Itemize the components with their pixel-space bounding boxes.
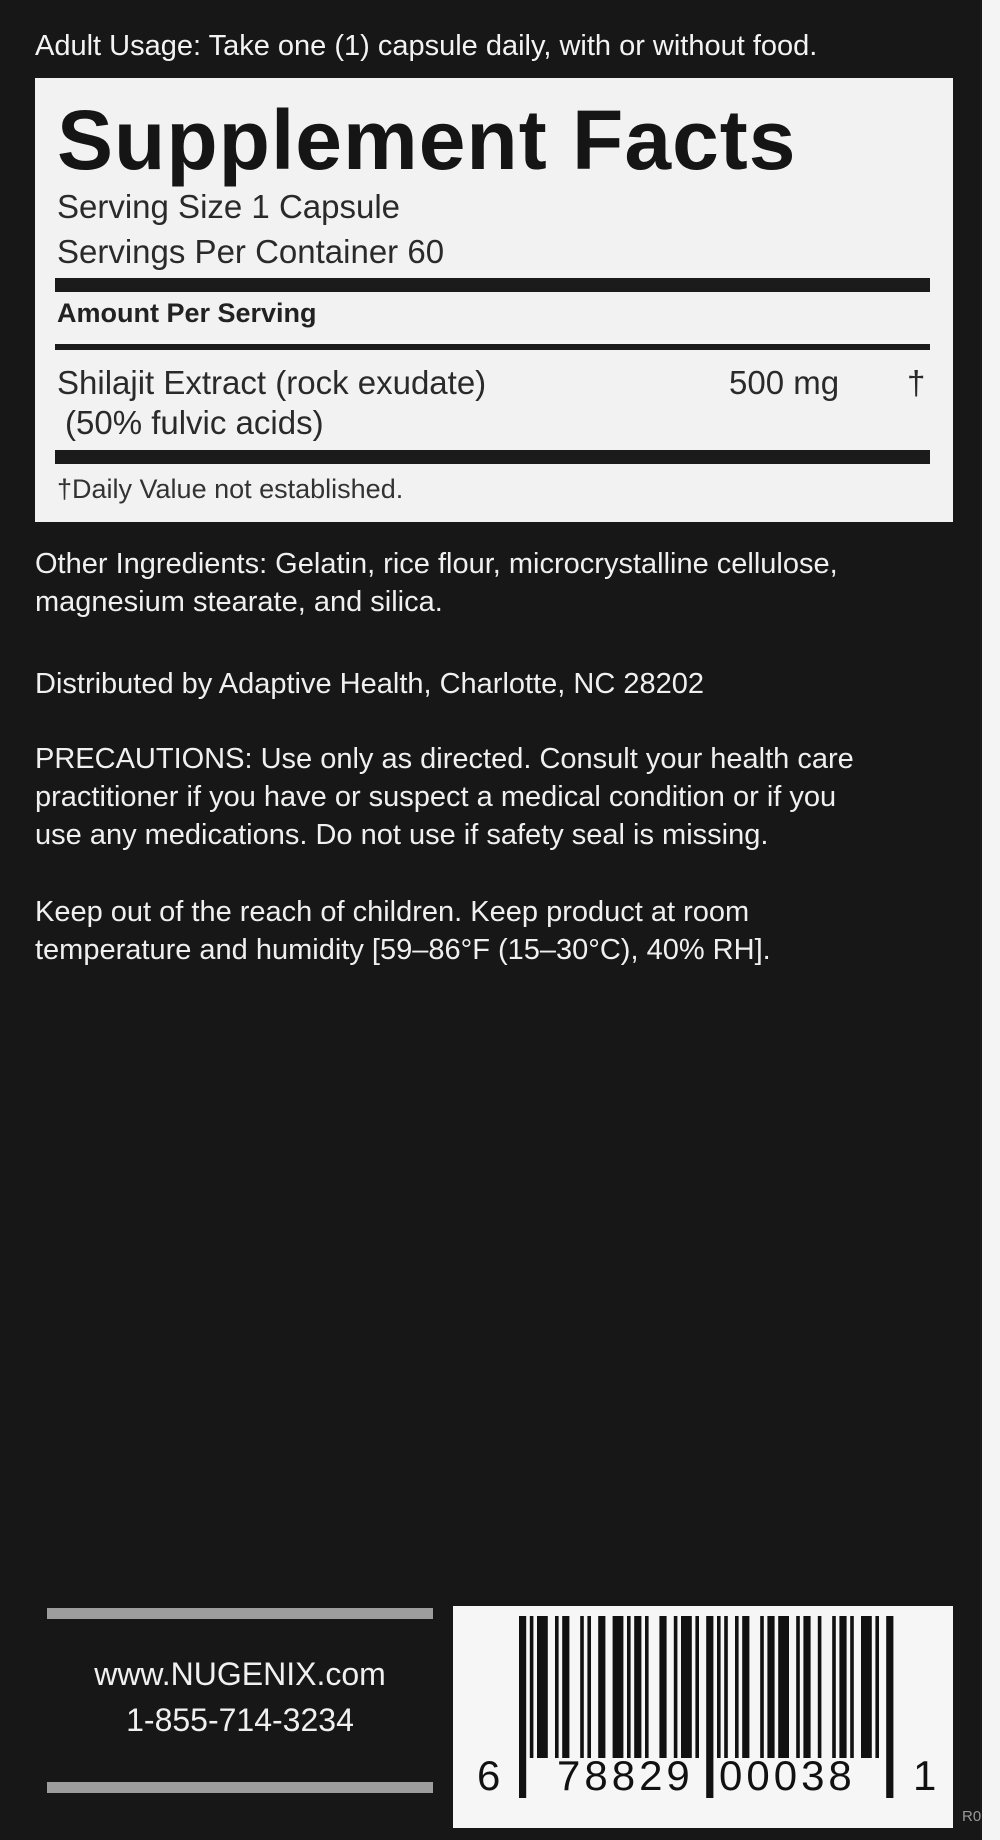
precautions-line: practitioner if you have or suspect a medical condition or if you <box>35 781 837 813</box>
other-ingredients <box>35 545 955 621</box>
barcode-bar <box>645 1616 649 1758</box>
supplement-facts-title: Supplement Facts <box>57 93 797 187</box>
barcode-bar <box>580 1616 584 1758</box>
barcode-bar <box>742 1616 749 1758</box>
website-link[interactable]: www.NUGENIX.com <box>94 1656 386 1692</box>
barcode-bar <box>778 1616 789 1758</box>
barcode-bar <box>537 1616 548 1758</box>
barcode-bar <box>674 1616 678 1758</box>
contact-divider-top <box>47 1608 433 1619</box>
barcode-bar <box>587 1616 591 1758</box>
barcode-bar <box>760 1616 764 1758</box>
barcode-bar <box>706 1616 713 1798</box>
barcode-bar <box>555 1616 559 1758</box>
distributed-by: Distributed by Adaptive Health, Charlotte, NC 28202 <box>35 668 704 700</box>
other-ingredients-line: Other Ingredients: Gelatin, rice flour, microcrystalline cellulose, <box>35 548 838 580</box>
barcode-bar <box>681 1616 692 1758</box>
barcode-first-digit: 6 <box>477 1752 501 1799</box>
storage-line: Keep out of the reach of children. Keep product at room <box>35 896 750 928</box>
barcode-bar <box>839 1616 846 1758</box>
barcode-bar <box>598 1616 605 1758</box>
precautions-line: use any medications. Do not use if safety seal is missing. <box>35 819 769 851</box>
ingredient-dagger: † <box>907 364 926 401</box>
barcode-bar <box>627 1616 631 1758</box>
precautions <box>35 740 955 854</box>
barcode-bar <box>735 1616 739 1758</box>
contact-divider-bottom <box>47 1782 433 1793</box>
storage-warning <box>35 893 955 969</box>
barcode-bar <box>886 1616 893 1798</box>
barcode-left-group: 78829 <box>557 1752 694 1799</box>
barcode-bar <box>695 1616 699 1758</box>
barcode-bar <box>818 1616 822 1758</box>
barcode-bar <box>659 1616 666 1758</box>
ingredient-detail: (50% fulvic acids) <box>65 404 324 441</box>
serving-size: Serving Size 1 Capsule <box>57 188 401 225</box>
barcode-bar <box>861 1616 872 1758</box>
ingredient-name: Shilajit Extract (rock exudate) <box>57 364 487 401</box>
barcode-bar <box>634 1616 641 1758</box>
phone-number: 1-855-714-3234 <box>126 1702 354 1738</box>
barcode-right-group: 00038 <box>719 1752 856 1799</box>
ingredient-amount: 500 mg <box>729 364 840 401</box>
barcode-bars <box>453 1606 953 1828</box>
barcode-bar <box>850 1616 854 1758</box>
servings-per-container: Servings Per Container 60 <box>57 233 445 270</box>
daily-value-footnote: †Daily Value not established. <box>57 474 404 504</box>
adult-usage-text: Adult Usage: Take one (1) capsule daily, with or without food. <box>35 30 818 62</box>
facts-divider <box>55 344 930 350</box>
storage-line: temperature and humidity [59–86°F (15–30°C), 40% RH]. <box>35 934 771 966</box>
label-edge <box>962 0 1000 1840</box>
precautions-line: PRECAUTIONS: Use only as directed. Consult your health care <box>35 743 854 775</box>
barcode-last-digit: 1 <box>913 1752 937 1799</box>
barcode-bar <box>717 1616 721 1758</box>
corner-code: R0 <box>962 1808 982 1825</box>
amount-per-serving-header: Amount Per Serving <box>57 298 317 328</box>
facts-divider-bottom <box>55 450 930 464</box>
barcode <box>453 1606 953 1828</box>
other-ingredients-line: magnesium stearate, and silica. <box>35 586 443 618</box>
barcode-bar <box>875 1616 879 1758</box>
barcode-bar <box>613 1616 624 1758</box>
barcode-bar <box>519 1616 526 1798</box>
facts-divider-thick <box>55 278 930 292</box>
supplement-facts-panel <box>35 78 953 522</box>
barcode-bar <box>562 1616 569 1758</box>
barcode-bar <box>767 1616 774 1758</box>
barcode-bar <box>724 1616 728 1758</box>
barcode-bar <box>832 1616 836 1758</box>
barcode-bar <box>530 1616 534 1758</box>
barcode-bar <box>803 1616 810 1758</box>
barcode-bar <box>796 1616 800 1758</box>
